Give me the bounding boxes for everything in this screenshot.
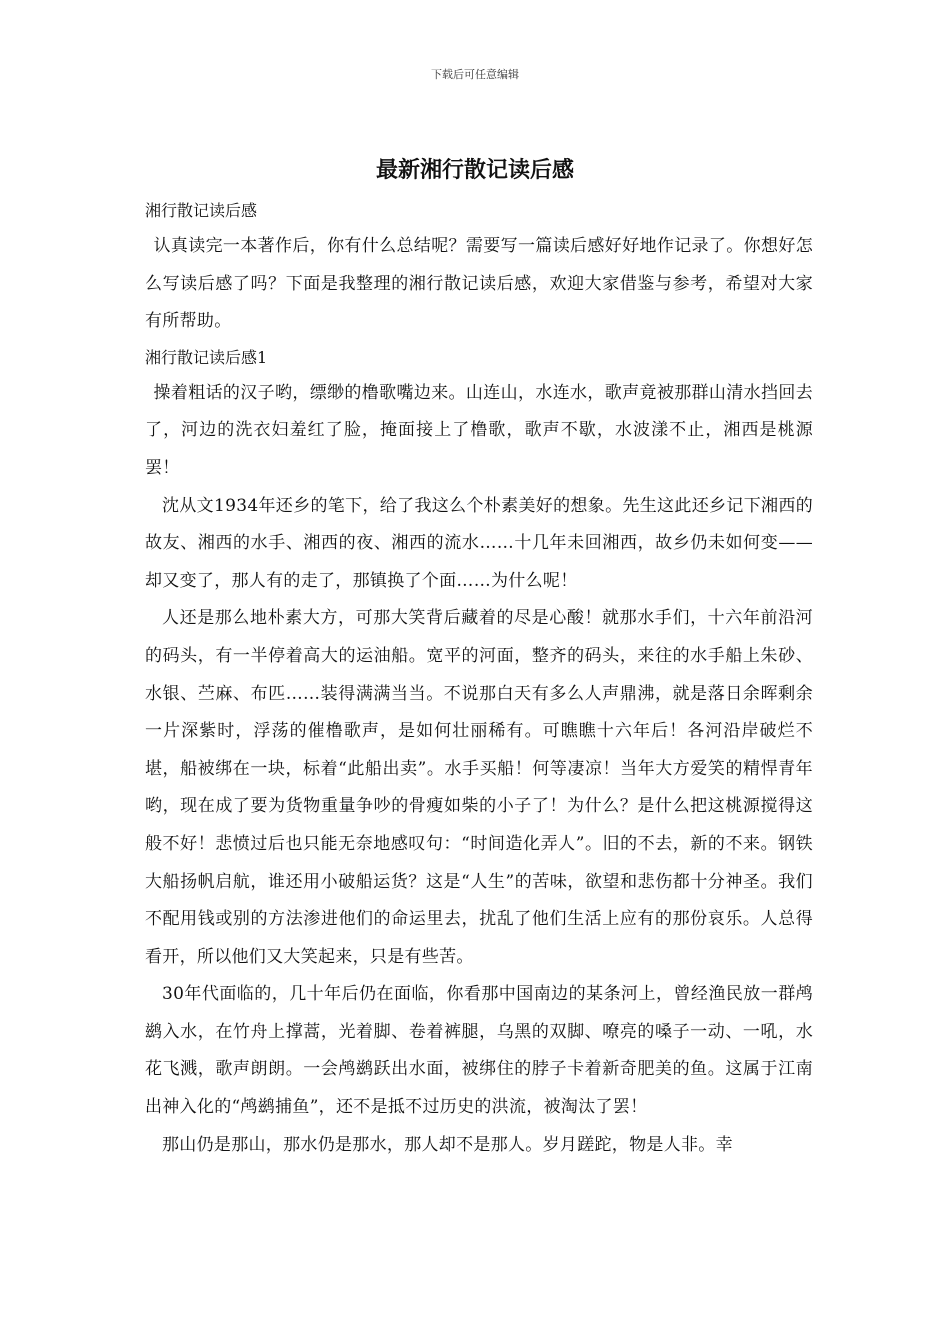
document-subtitle: 湘行散记读后感 xyxy=(145,201,258,220)
body-paragraph: 那山仍是那山，那水仍是那水，那人却不是那人。岁月蹉跎，物是人非。幸 xyxy=(162,1134,733,1155)
body-paragraph: 30年代面临的，几十年后仍在面临，你看那中国南边的某条河上，曾经渔民放一群鸬鹚入水，在竹舟上撑蒿，光着脚、卷着裤腿，乌黑的双脚、嘹亮的嗓子一动、一吼，水花飞溅，歌声朗朗。一会鸬鹚跃出水面，被绑住的脖子卡着新奇肥美的鱼。这属于江南出神入化的“鸬鹚捕鱼”，还不是抵不过历史的洪流，被淘汰了罢！ xyxy=(145,984,813,1118)
page-header-note: 下载后可任意编辑 xyxy=(431,68,519,81)
document-body xyxy=(145,194,813,1164)
body-paragraph: 沈从文1934年还乡的笔下，给了我这么个朴素美好的想象。先生这此还乡记下湘西的故友、湘西的水手、湘西的夜、湘西的流水……十几年未回湘西，故乡仍未如何变——却又变了，那人有的走了，那镇换了个面……为什么呢！ xyxy=(145,495,813,591)
body-paragraph: 操着粗话的汉子哟，缥缈的橹歌嘴边来。山连山，水连水，歌声竟被那群山清水挡回去了，河边的洗衣妇羞红了脸，掩面接上了橹歌，歌声不歇，水波漾不止，湘西是桃源罢！ xyxy=(145,382,813,478)
section-heading: 湘行散记读后感1 xyxy=(145,347,268,367)
intro-paragraph: 认真读完一本著作后，你有什么总结呢？需要写一篇读后感好好地作记录了。你想好怎么写读后感了吗？下面是我整理的湘行散记读后感，欢迎大家借鉴与参考，希望对大家有所帮助。 xyxy=(145,236,813,332)
document-title: 最新湘行散记读后感 xyxy=(375,157,574,183)
body-paragraph: 人还是那么地朴素大方，可那大笑背后藏着的尽是心酸！就那水手们，十六年前沿河的码头，有一半停着高大的运油船。宽平的河面，整齐的码头，来往的水手船上朱砂、水银、苎麻、布匹……装得满满当当。不说那白天有多么人声鼎沸，就是落日余晖剩余一片深紫时，浮荡的催橹歌声，是如何壮丽稀有。可瞧瞧十六年后！各河沿岸破烂不堪，船被绑在一块，标着“此船出卖”。水手买船！何等凄凉！当年大方爱笑的精悍青年哟，现在成了要为货物重量争吵的骨瘦如柴的小子了！为什么？是什么把这桃源搅得这般不好！悲愤过后也只能无奈地感叹句：“时间造化弄人”。旧的不去，新的不来。钢铁大船扬帆启航，谁还用小破船运货？这是“人生”的苦味，欲望和悲伤都十分神圣。我们不配用钱或别的方法渗进他们的命运里去，扰乱了他们生活上应有的那份哀乐。人总得看开，所以他们又大笑起来，只是有些苦。 xyxy=(145,608,813,967)
